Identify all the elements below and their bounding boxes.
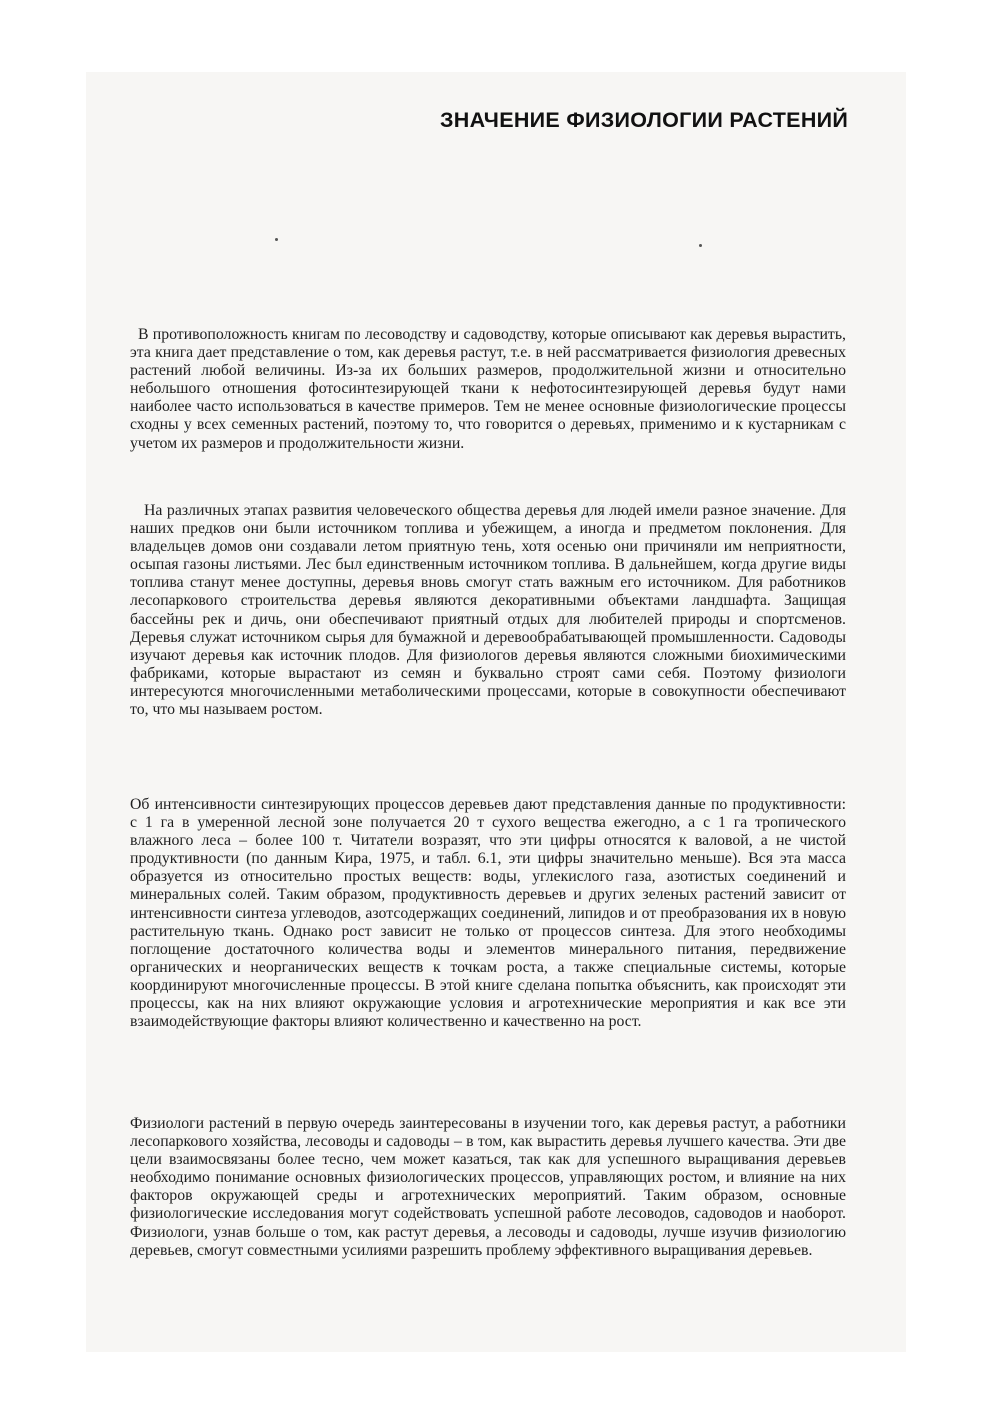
- scan-speck: [699, 244, 702, 247]
- paragraph-goals: Физиологи растений в первую очередь заинтересованы в изучении того, как деревья растут, а работники лесопаркового хозяйства, лесоводы и садоводы – в том, как вырастить деревья лучшего качества. Эти две цели взаимосвязаны более тесно, чем может казаться, так как для успешного выращивания деревьев необходимо понимание основных физиологических процессов, управляющих ростом, и влияние на них факторов окружающей среды и агротехнических мероприятий. Таким образом, основные физиологические исследования могут содействовать успешной работе лесоводов, садоводов и наоборот. Физиологи, узнав больше о том, как растут деревья, а лесоводы и садоводы, лучше изучив физиологию деревьев, смогут совместными усилиями разрешить проблему эффективного выращивания деревьев.: [130, 1115, 846, 1259]
- paragraph-intro: В противоположность книгам по лесоводству и садоводству, которые описывают как деревья вырастить, эта книга дает представление о том, как деревья растут, т.е. в ней рассматривается физиология древесных растений любой величины. Из-за их больших размеров, продолжительной жизни и относительно небольшого отношения фотосинтезирующей ткани к нефотосинтезирующей деревья будут нами наиболее часто использоваться в качестве примеров. Тем не менее основные физиологические процессы сходны у всех семенных растений, поэтому то, что говорится о деревьях, применимо и к кустарникам с учетом их размеров и продолжительности жизни.: [130, 326, 846, 452]
- scan-speck: [275, 238, 278, 241]
- paragraph-productivity: Об интенсивности синтезирующих процессов деревьев дают представления данные по продуктивности: с 1 га в умеренной лесной зоне получается 20 т сухого вещества ежегодно, а с 1 га тропического влажного леса – более 100 т. Читатели возразят, что эти цифры относятся к валовой, а не чистой продуктивности (по данным Кира, 1975, и табл. 6.1, эти цифры значительно меньше). Вся эта масса образуется из относительно простых веществ: воды, углекислого газа, азотистых соединений и минеральных солей. Таким образом, продуктивность деревьев и других зеленых растений зависит от интенсивности синтеза углеводов, азотсодержащих соединений, липидов и от преобразования их в новую растительную ткань. Однако рост зависит не только от процессов синтеза. Для этого необходимы поглощение достаточного количества воды и элементов минерального питания, передвижение органических и неорганических веществ к точкам роста, а также специальные системы, которые координируют многочисленные процессы. В этой книге сделана попытка объяснить, как происходят эти процессы, как на них влияют окружающие условия и агротехнические мероприятия и как все эти взаимодействующие факторы влияют количественно и качественно на рост.: [130, 796, 846, 1031]
- paragraph-significance: На различных этапах развития человеческого общества деревья для людей имели разное значение. Для наших предков они были источником топлива и убежищем, а иногда и предметом поклонения. Для владельцев домов они создавали летом приятную тень, хотя осенью они причиняли им неприятности, осыпая газоны листьями. Лес был единственным источником топлива. В дальнейшем, когда другие виды топлива станут менее доступны, деревья вновь смогут стать важным его источником. Для работников лесопаркового строительства деревья являются декоративными объектами ландшафта. Защищая бассейны рек и дичь, они обеспечивают приятный отдых для любителей природы и спортсменов. Деревья служат источником сырья для бумажной и деревообрабатывающей промышленности. Садоводы изучают деревья как источник плодов. Для физиологов деревья являются сложными биохимическими фабриками, которые вырастают из семян и буквально строят сами себя. Поэтому физиологи интересуются многочисленными метаболическими процессами, которые в совокупности обеспечивают то, что мы называем ростом.: [130, 502, 846, 719]
- page-title: ЗНАЧЕНИЕ ФИЗИОЛОГИИ РАСТЕНИЙ: [440, 108, 849, 132]
